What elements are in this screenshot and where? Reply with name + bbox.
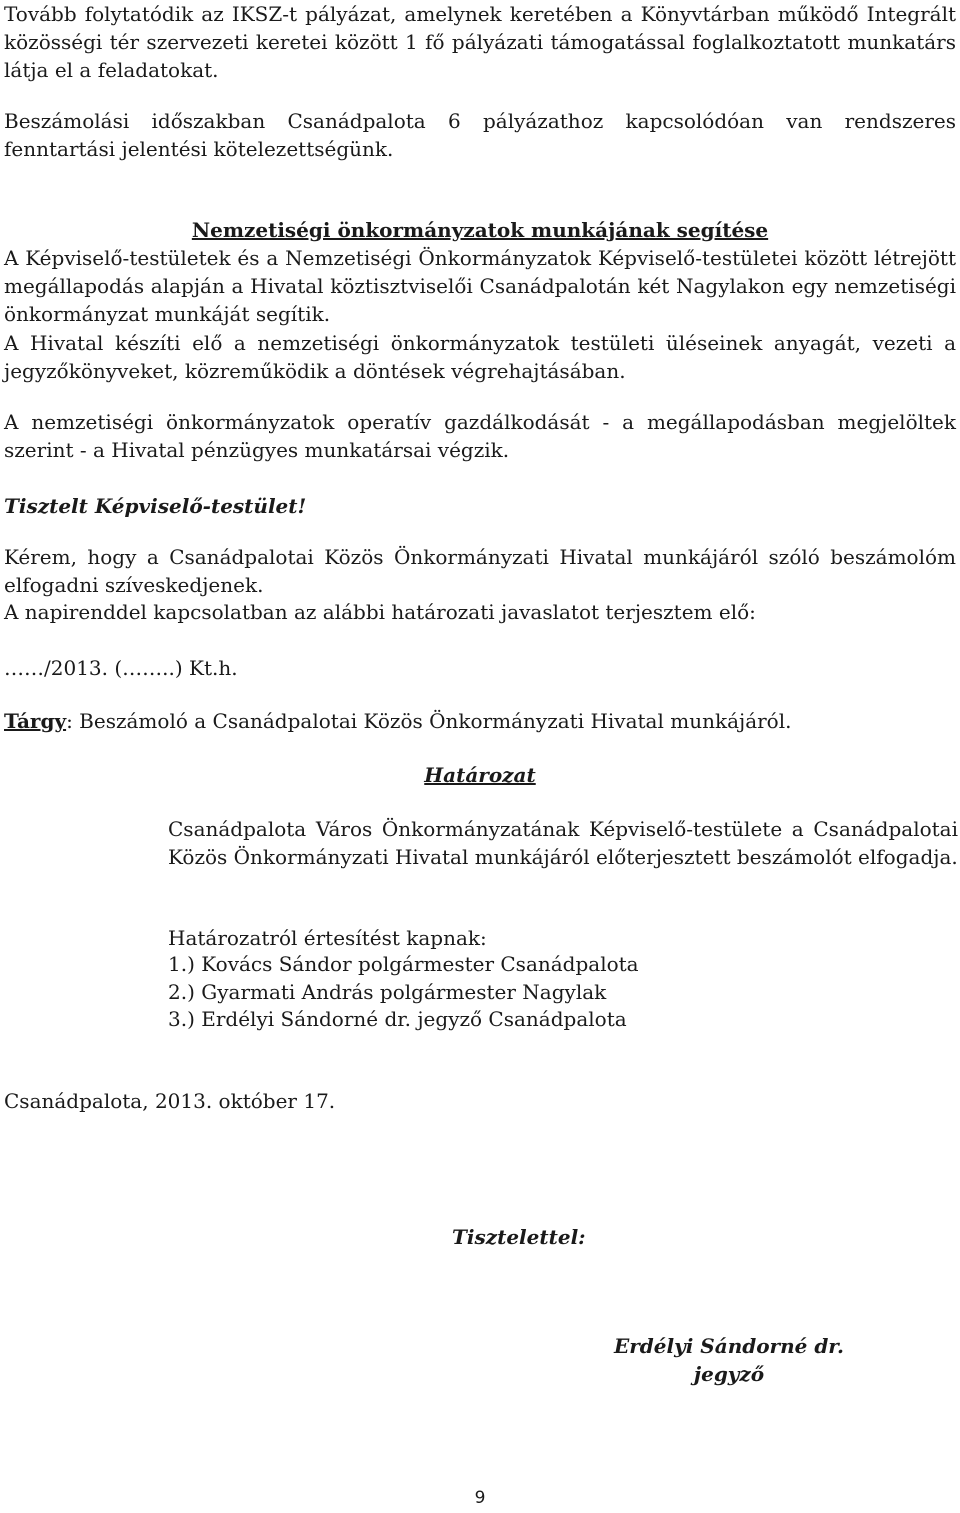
resolution-title: Határozat — [424, 763, 536, 787]
notify-label: Határozatról értesítést kapnak: — [168, 926, 487, 950]
paragraph-agreement: A Képviselő-testületek és a Nemzetiségi Önkormányzatok Képviselő-testületei között létrejött megállapodás alapján a Hivatal köztisztviselői Csanádpalotán két Nagylakon egy nemzetiségi önkormányzat munkáját segítik. — [4, 246, 956, 326]
recipient-item: 1.) Kovács Sándor polgármester Csanádpalota — [168, 952, 639, 976]
recipient-item: 2.) Gyarmati András polgármester Nagylak — [168, 979, 607, 1004]
subject-text: : Beszámoló a Csanádpalotai Közös Önkormányzati Hivatal munkájáról. — [66, 709, 792, 733]
recipient-list — [168, 951, 958, 1034]
paragraph-iksz: Tovább folytatódik az IKSZ-t pályázat, amelynek keretében a Könyvtárban működő Integrált közösségi tér szervezeti keretei között 1 fő pályázati támogatással foglalkoztatott munkatárs látja el a feladatokat. — [4, 2, 956, 82]
page-number: 9 — [474, 1488, 486, 1508]
subject-label: Tárgy — [4, 709, 67, 733]
signer-name: Erdélyi Sándorné dr. — [614, 1334, 844, 1358]
subject-line — [4, 707, 956, 735]
place-date: Csanádpalota, 2013. október 17. — [4, 1089, 336, 1113]
signer-title: jegyző — [693, 1362, 765, 1386]
resolution-body: Csanádpalota Város Önkormányzatának Képviselő-testülete a Csanádpalotai Közös Önkormányzati Hivatal munkájáról előterjesztett beszámolót elfogadja. — [168, 817, 958, 869]
resolution-number: ……/2013. (……..) Kt.h. — [4, 656, 238, 680]
paragraph-hivatal-prepares: A Hivatal készíti elő a nemzetiségi önkormányzatok testületi üléseinek anyagát, vezeti a jegyzőkönyveket, közreműködik a döntések végrehajtásában. — [4, 331, 956, 383]
signature-block — [598, 1332, 860, 1388]
paragraph-reporting-obligation: Beszámolási időszakban Csanádpalota 6 pályázathoz kapcsolódóan van rendszeres fenntartási jelentési kötelezettségünk. — [4, 109, 956, 161]
salutation: Tisztelt Képviselő-testület! — [4, 494, 307, 518]
recipient-item: 3.) Erdélyi Sándorné dr. jegyző Csanádpalota — [168, 1007, 627, 1031]
closing: Tisztelettel: — [452, 1225, 586, 1249]
section-heading: Nemzetiségi önkormányzatok munkájának segítése — [191, 218, 769, 242]
paragraph-financial: A nemzetiségi önkormányzatok operatív gazdálkodását - a megállapodásban megjelöltek szerint - a Hivatal pénzügyes munkatársai végzik. — [4, 410, 956, 462]
paragraph-request: Kérem, hogy a Csanádpalotai Közös Önkormányzati Hivatal munkájáról szóló beszámolóm elfogadni szíveskedjenek. — [4, 545, 956, 597]
paragraph-proposal: A napirenddel kapcsolatban az alábbi határozati javaslatot terjesztem elő: — [4, 600, 756, 624]
